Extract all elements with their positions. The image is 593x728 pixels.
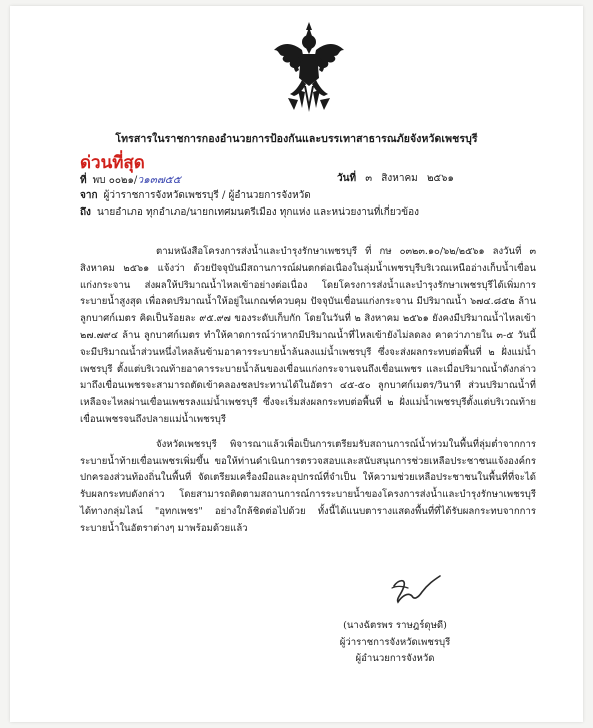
reference-label: ที่ (80, 175, 87, 186)
from-label: จาก (80, 190, 98, 201)
to-line (80, 205, 419, 220)
sender-heading: โทรสารในราชการกองอำนวยการป้องกันและบรรเทาสาธารณภัยจังหวัดเพชรบุรี (115, 133, 478, 145)
reference-prefix: พบ ๐๐๒๑/ (92, 175, 138, 186)
signatory-name: (นางฉัตรพร ราษฎร์ดุษดี) (343, 620, 447, 631)
signatory-position: ผู้ว่าราชการจังหวัดเพชรบุรี (339, 636, 451, 648)
date-month: สิงหาคม (381, 173, 418, 184)
from-value: ผู้ว่าราชการจังหวัดเพชรบุรี / ผู้อำนวยการจังหวัด (103, 190, 311, 201)
date-year: ๒๕๖๑ (426, 173, 454, 184)
reference-number: ว๑๓๗๕๕ (137, 174, 181, 186)
to-value: นายอำเภอ ทุกอำเภอ/นายกเทศมนตรีเมือง ทุกแห่ง และหน่วยงานที่เกี่ยวข้อง (96, 207, 419, 218)
from-line (80, 188, 311, 203)
document-page (10, 6, 583, 722)
reference-line (80, 171, 181, 188)
garuda-emblem-icon (272, 20, 346, 116)
to-label: ถึง (80, 207, 91, 218)
date-line (337, 171, 454, 186)
urgency-label: ด่วนที่สุด (80, 153, 145, 173)
date-day: ๓ (365, 173, 373, 184)
signatory-role: ผู้อำนวยการจังหวัด (355, 653, 435, 664)
body-paragraph: ตามหนังสือโครงการส่งน้ำและบำรุงรักษาเพชรบุรี ที่ กษ ๐๓๒๓.๑๐/๖๒/๒๕๖๑ ลงวันที่ ๓ สิงหาคม ๒๕๖๑ แจ้งว่า ด้วยปัจจุบันมีสถานการณ์ฝนตกต่อเนื่องในลุ่มน้ำเพชรบุรีบริเวณเหนืออ่างเก็บน้ำเขื่อนแก่งกระจาน ส่งผลให้ปริมาณน้ำไหลเข้าอย่างต่อเนื่อง โดยโครงการส่งน้ำและบำรุงรักษาเพชรบุรีได้เพิ่มการระบายน้ำสูงสุด เพื่อลดปริมาณน้ำให้อยู่ในเกณฑ์ควบคุม ปัจจุบันเขื่อนแก่งกระจาน มีปริมาณน้ำ ๖๗๔.๘๕๒ ล้านลูกบาศก์เมตร คิดเป็นร้อยละ ๙๕.๙๗ ของระดับเก็บกัก โดยในวันที่ ๒ สิงหาคม ๒๕๖๑ ยังคงมีปริมาณน้ำไหลเข้า ๒๗.๗๙๔ ล้าน ลูกบาศก์เมตร ทำให้คาดการณ์ว่าหากมีปริมาณน้ำที่ไหลเข้ายังไม่ลดลง คาดว่าภายใน ๓-๕ วันนี้ จะมีปริมาณน้ำส่วนหนึ่งไหลล้นข้ามอาคารระบายน้ำล้นลงแม่น้ำเพชรบุรี ซึ่งจะส่งผลกระทบต่อพื้นที่ ๒ ฝั่งแม่น้ำเพชรบุรี ตั้งแต่บริเวณท้ายอาคารระบายน้ำล้นของเขื่อนแก่งกระจานจนถึงเขื่อนเพชร และเมื่อปริมาณน้ำดังกล่าวมาถึงเขื่อนเพชรจะสามารถตัดเข้าคลองชลประทานได้ในอัตรา ๔๕-๕๐ ลูกบาศก์เมตร/วินาที ส่วนปริมาณน้ำที่เหลือจะไหลผ่านเขื่อนเพชรลงแม่น้ำเพชรบุรี ซึ่งจะเริ่มส่งผลกระทบต่อพื้นที่ ๒ ฝั่งแม่น้ำเพชรบุรีตั้งแต่บริเวณท้ายเขื่อนเพชรจนถึงปลายแม่น้ำเพชรบุรี (80, 246, 536, 425)
date-label: วันที่ (337, 173, 357, 184)
handwritten-signature-icon (388, 572, 444, 610)
body-paragraph: จังหวัดเพชรบุรี พิจารณาแล้วเพื่อเป็นการเตรียมรับสถานการณ์น้ำท่วมในพื้นที่ลุ่มต่ำจากการระบายน้ำท้ายเขื่อนเพชรเพิ่มขึ้น ขอให้ท่านดำเนินการตรวจสอบและสนับสนุนการช่วยเหลือประชาชนแจ้งองค์กรปกครองส่วนท้องถิ่นในพื้นที่ จัดเตรียมเครื่องมือและอุปกรณ์ที่จำเป็น ให้ความช่วยเหลือประชาชนในพื้นที่ที่จะได้รับผลกระทบดังกล่าว โดยสามารถติดตามสถานการณ์การระบายน้ำของโครงการส่งน้ำและบำรุงรักษาเพชรบุรี ได้ทางกลุ่มไลน์ "อุทกเพชร" อย่างใกล้ชิดต่อไปด้วย ทั้งนี้ได้แนบตารางแสดงพื้นที่ที่ได้รับผลกระทบจากการระบายน้ำในอัตราต่างๆ มาพร้อมด้วยแล้ว (80, 438, 536, 534)
signatory-block (310, 618, 480, 668)
letter-body (80, 244, 536, 546)
